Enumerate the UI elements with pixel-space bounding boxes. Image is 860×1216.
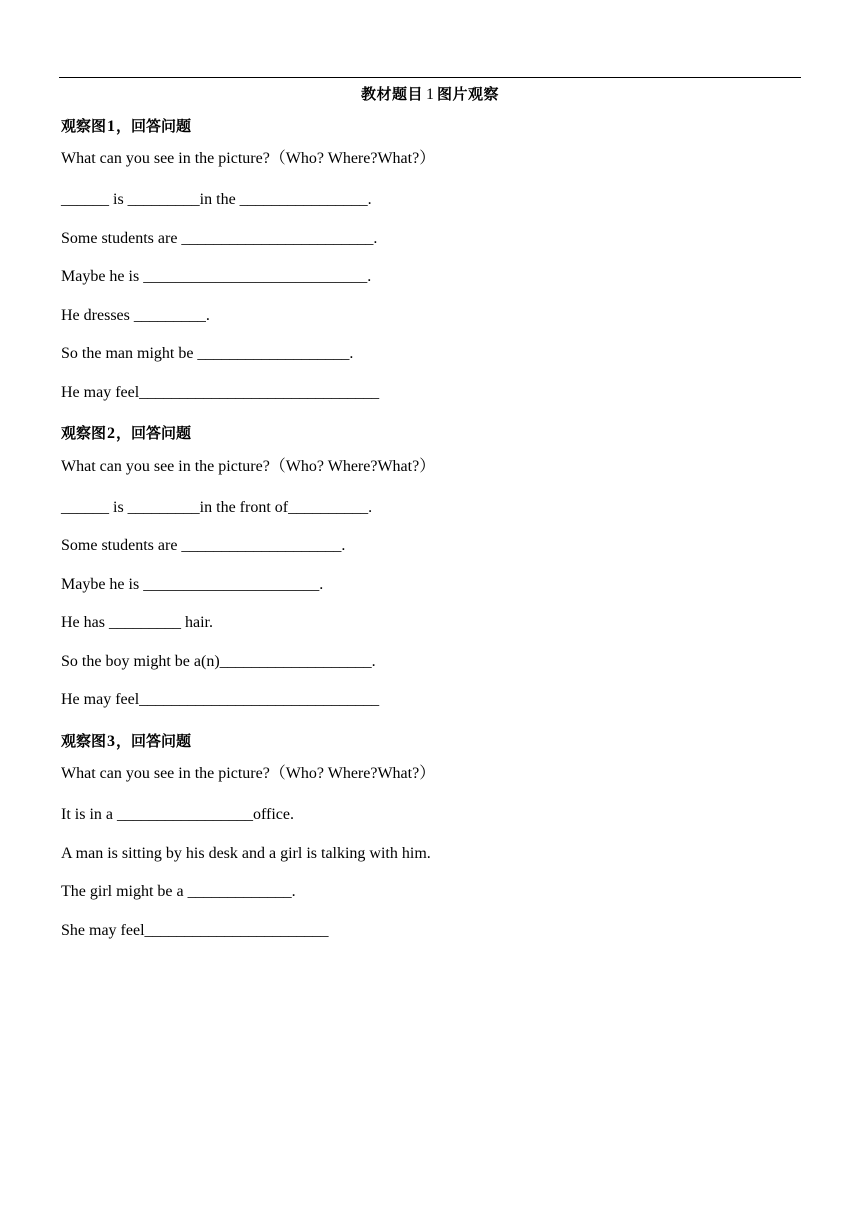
- section-3-line-5: She may feel_______________________: [61, 922, 329, 939]
- section-3-line-4: The girl might be a _____________.: [61, 883, 296, 900]
- section-1-heading-suffix: ，回答问题: [116, 117, 192, 135]
- header-rule: [59, 77, 801, 78]
- page-title-prefix: 教材题目: [360, 85, 423, 103]
- page-title-number: 1: [426, 86, 434, 103]
- page-title-suffix: 图片观察: [437, 85, 500, 103]
- section-1-line-2: ______ is _________in the ________________.: [61, 191, 372, 208]
- section-3-heading: [61, 731, 191, 752]
- section-3-heading-suffix: ，回答问题: [116, 732, 192, 750]
- section-1-line-3: Some students are ________________________.: [61, 230, 378, 247]
- section-3-heading-number: 3: [107, 733, 116, 750]
- section-2-line-5: He has _________ hair.: [61, 614, 213, 631]
- section-1-line-5: He dresses _________.: [61, 307, 210, 324]
- section-1-heading-prefix: 观察图: [61, 117, 107, 135]
- section-2-line-1: What can you see in the picture?（Who? Where?What?）: [61, 458, 436, 475]
- section-2-line-2: ______ is _________in the front of__________.: [61, 499, 373, 516]
- section-1-heading: [61, 116, 191, 137]
- section-2-heading-prefix: 观察图: [61, 424, 107, 442]
- section-3-line-2: It is in a _________________office.: [61, 806, 295, 823]
- section-2-heading-number: 2: [107, 425, 116, 442]
- page-title: [0, 83, 860, 106]
- section-1-line-4: Maybe he is ____________________________.: [61, 268, 372, 285]
- section-2-heading: [61, 423, 191, 444]
- section-1-line-6: So the man might be ___________________.: [61, 345, 354, 362]
- section-2-line-3: Some students are ____________________.: [61, 537, 346, 554]
- section-2-heading-suffix: ，回答问题: [116, 424, 192, 442]
- section-2-line-4: Maybe he is ______________________.: [61, 576, 324, 593]
- section-3-line-3: A man is sitting by his desk and a girl is talking with him.: [61, 845, 431, 862]
- section-2-line-6: So the boy might be a(n)___________________.: [61, 653, 376, 670]
- section-1-line-1: What can you see in the picture?（Who? Where?What?）: [61, 150, 436, 167]
- section-1-heading-number: 1: [107, 118, 116, 135]
- section-3-heading-prefix: 观察图: [61, 732, 107, 750]
- section-3-line-1: What can you see in the picture?（Who? Where?What?）: [61, 765, 436, 782]
- section-1-line-7: He may feel______________________________: [61, 384, 380, 401]
- section-2-line-7: He may feel______________________________: [61, 691, 380, 708]
